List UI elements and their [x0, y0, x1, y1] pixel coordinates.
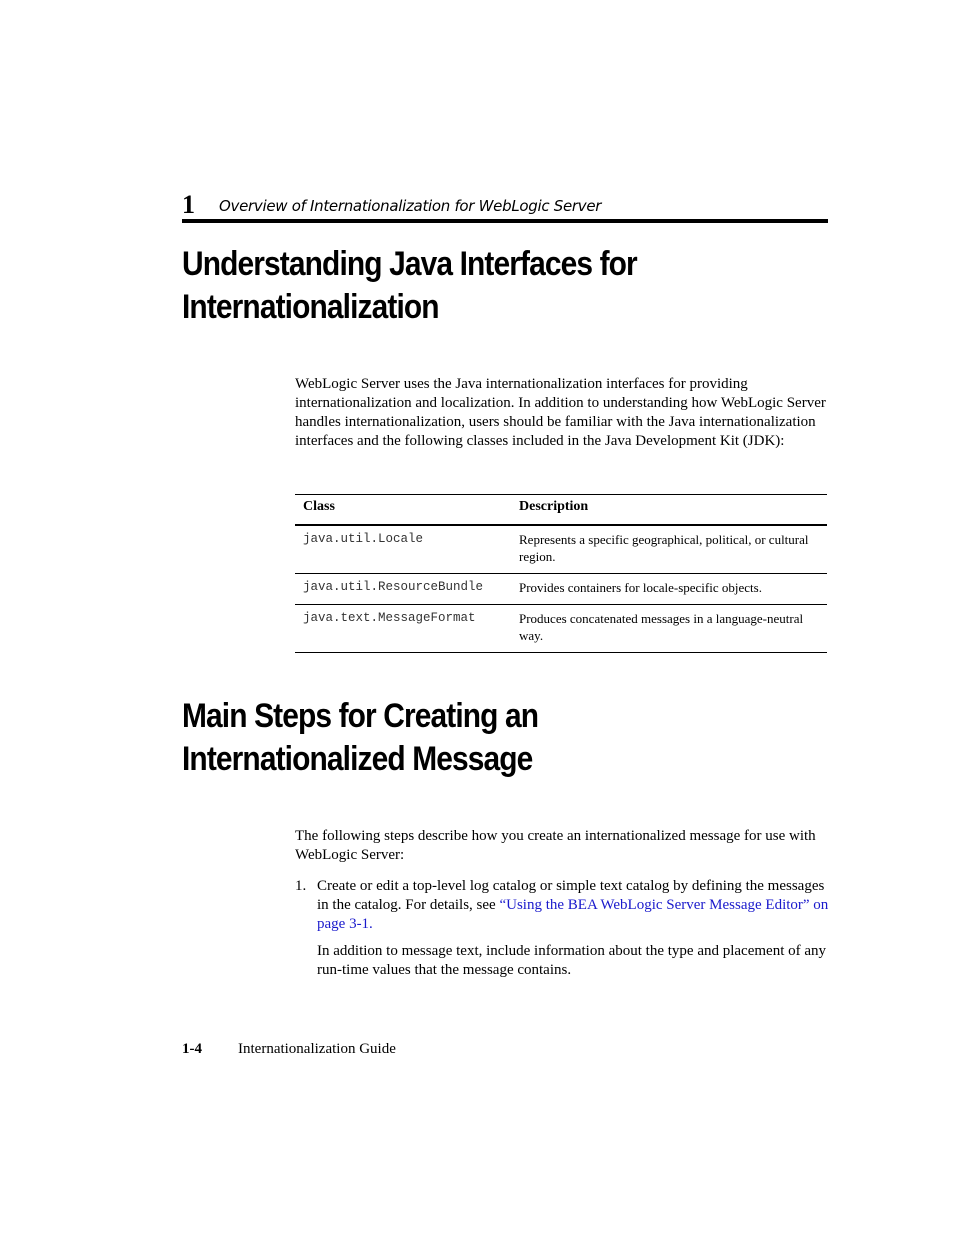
table-header-row [295, 495, 827, 526]
guide-title: Internationalization Guide [238, 1041, 396, 1057]
table-cell-description: Represents a specific geographical, political, or cultural region. [511, 525, 827, 574]
table-cell-class: java.util.Locale [295, 525, 511, 574]
step-text [317, 877, 830, 934]
table-cell-description: Produces concatenated messages in a language-neutral way. [511, 605, 827, 653]
step-note-paragraph: In addition to message text, include information about the type and placement of any run-time values that the message contains. [317, 943, 827, 978]
classes-table [295, 494, 827, 653]
running-header [182, 190, 828, 223]
section-intro-paragraph: WebLogic Server uses the Java internationalization interfaces for providing internationalization and localization. In addition to understanding how WebLogic Server handles internationalization, users should be familiar with the Java internationalization interfaces and the following classes included in the Java Development Kit (JDK): [295, 376, 826, 449]
step-number: 1. [295, 878, 307, 894]
step-text-body: Create or edit a top-level log catalog or simple text catalog by defining the messages in the catalog. For details, see [317, 878, 825, 913]
table-row [295, 574, 827, 605]
table-cell-class: java.util.ResourceBundle [295, 574, 511, 605]
table-cell-class: java.text.MessageFormat [295, 605, 511, 653]
message-editor-link[interactable]: “Using the BEA WebLogic Server Message Editor” on page 3-1. [317, 897, 829, 932]
page-footer [182, 1040, 396, 1059]
section-heading-main-steps: Main Steps for Creating an Internationalized Message [182, 697, 539, 778]
table-header-description: Description [511, 495, 827, 526]
table-header-class: Class [295, 495, 511, 526]
table-cell-description: Provides containers for locale-specific objects. [511, 574, 827, 605]
table-row [295, 525, 827, 574]
steps-intro-paragraph: The following steps describe how you create an internationalized message for use with WebLogic Server: [295, 828, 816, 863]
chapter-title: Overview of Internationalization for WebLogic Server [219, 197, 602, 215]
table-row [295, 605, 827, 653]
section-heading-java-interfaces: Understanding Java Interfaces for Internationalization [182, 245, 637, 326]
chapter-number: 1 [182, 190, 195, 219]
page-number: 1-4 [182, 1041, 202, 1057]
